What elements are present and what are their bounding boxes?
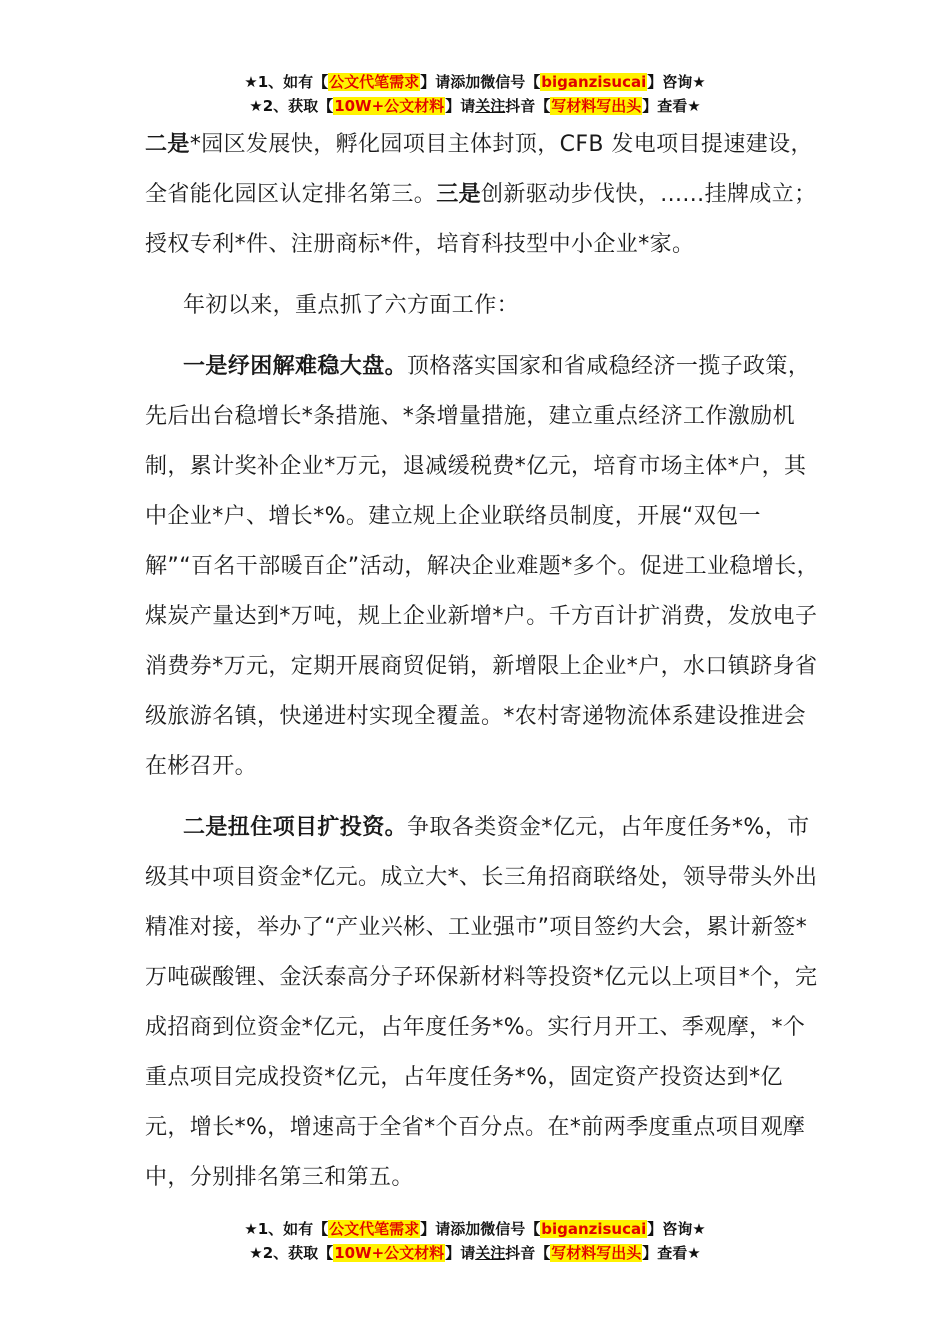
banner-text: ★1、如有【 xyxy=(244,1220,329,1238)
banner-line-1 xyxy=(0,70,950,94)
paragraph-text: *园区发展快，孵化园项目主体封顶，CFB 发电项目提速建设，全省能化园区认定排名第三。 xyxy=(145,132,813,207)
banner-text: ★2、获取【 xyxy=(249,97,334,115)
banner-text: 】咨询★ xyxy=(647,73,706,91)
banner-text: 】咨询★ xyxy=(647,1220,706,1238)
underline-follow: 关注 xyxy=(475,1244,506,1262)
bold-lead: 二是 xyxy=(145,132,190,157)
document-body xyxy=(145,120,825,1203)
highlight-douyin-account: 写材料写出头 xyxy=(551,97,642,115)
bold-lead: 三是 xyxy=(436,182,482,207)
banner-text: 】请添加微信号【 xyxy=(420,1220,541,1238)
banner-line-2 xyxy=(0,1241,950,1265)
banner-line-2 xyxy=(0,94,950,118)
highlight-materials: 10W+公文材料 xyxy=(334,97,445,115)
header-banner xyxy=(0,70,950,118)
bold-lead: 一是纾困解难稳大盘。 xyxy=(183,354,408,379)
underline-follow: 关注 xyxy=(475,97,506,115)
banner-text: 】请添加微信号【 xyxy=(420,73,541,91)
highlight-materials: 10W+公文材料 xyxy=(334,1244,445,1262)
banner-text: 】请 xyxy=(445,1244,476,1262)
banner-text: 抖音【 xyxy=(505,97,551,115)
bold-lead: 二是扭住项目扩投资。 xyxy=(183,815,408,840)
paragraph-section-1 xyxy=(145,342,825,792)
banner-line-1 xyxy=(0,1217,950,1241)
banner-text: 】请 xyxy=(445,97,476,115)
banner-text: ★2、获取【 xyxy=(249,1244,334,1262)
banner-text: ★1、如有【 xyxy=(244,73,329,91)
highlight-ghostwriting: 公文代笔需求 xyxy=(329,1220,420,1238)
paragraph-section-2 xyxy=(145,803,825,1203)
footer-banner xyxy=(0,1217,950,1265)
paragraph-text: 顶格落实国家和省咸稳经济一揽子政策，先后出台稳增长*条措施、*条增量措施，建立重点经济工作激励机制，累计奖补企业*万元，退减缓税费*亿元，培育市场主体*户，其中企业*户、增长*%。建立规上企业联络员制度，开展“双包一解”“百名干部暖百企”活动，解决企业难题*多个。促进工业稳增长，煤炭产量达到*万吨，规上企业新增*户。千方百计扩消费，发放电子消费券*万元，定期开展商贸促销，新增限上企业*户，水口镇跻身省级旅游名镇，快递进村实现全覆盖。*农村寄递物流体系建设推进会在彬召开。 xyxy=(145,354,819,779)
highlight-ghostwriting: 公文代笔需求 xyxy=(329,73,420,91)
paragraph-intro xyxy=(145,281,825,331)
paragraph-achievements xyxy=(145,120,825,270)
highlight-wechat-id: biganzisucai xyxy=(541,73,647,91)
banner-text: 抖音【 xyxy=(505,1244,551,1262)
banner-text: 】查看★ xyxy=(642,97,701,115)
paragraph-text: 年初以来，重点抓了六方面工作： xyxy=(183,293,520,318)
paragraph-text: 争取各类资金*亿元，占年度任务*%，市级其中项目资金*亿元。成立大*、长三角招商联络处，领导带头外出精准对接，举办了“产业兴彬、工业强市”项目签约大会，累计新签*万吨碳酸锂、金沃泰高分子环保新材料等投资*亿元以上项目*个，完成招商到位资金*亿元，占年度任务*%。实行月开工、季观摩，*个重点项目完成投资*亿元，占年度任务*%，固定资产投资达到*亿元，增长*%，增速高于全省*个百分点。在*前两季度重点项目观摩中，分别排名第三和第五。 xyxy=(145,815,818,1190)
highlight-wechat-id: biganzisucai xyxy=(541,1220,647,1238)
highlight-douyin-account: 写材料写出头 xyxy=(551,1244,642,1262)
banner-text: 】查看★ xyxy=(642,1244,701,1262)
paragraph-text: 创新驱动步伐快，......挂牌成立；授权专利*件、注册商标*件，培育科技型中小企业*家。 xyxy=(145,182,817,257)
